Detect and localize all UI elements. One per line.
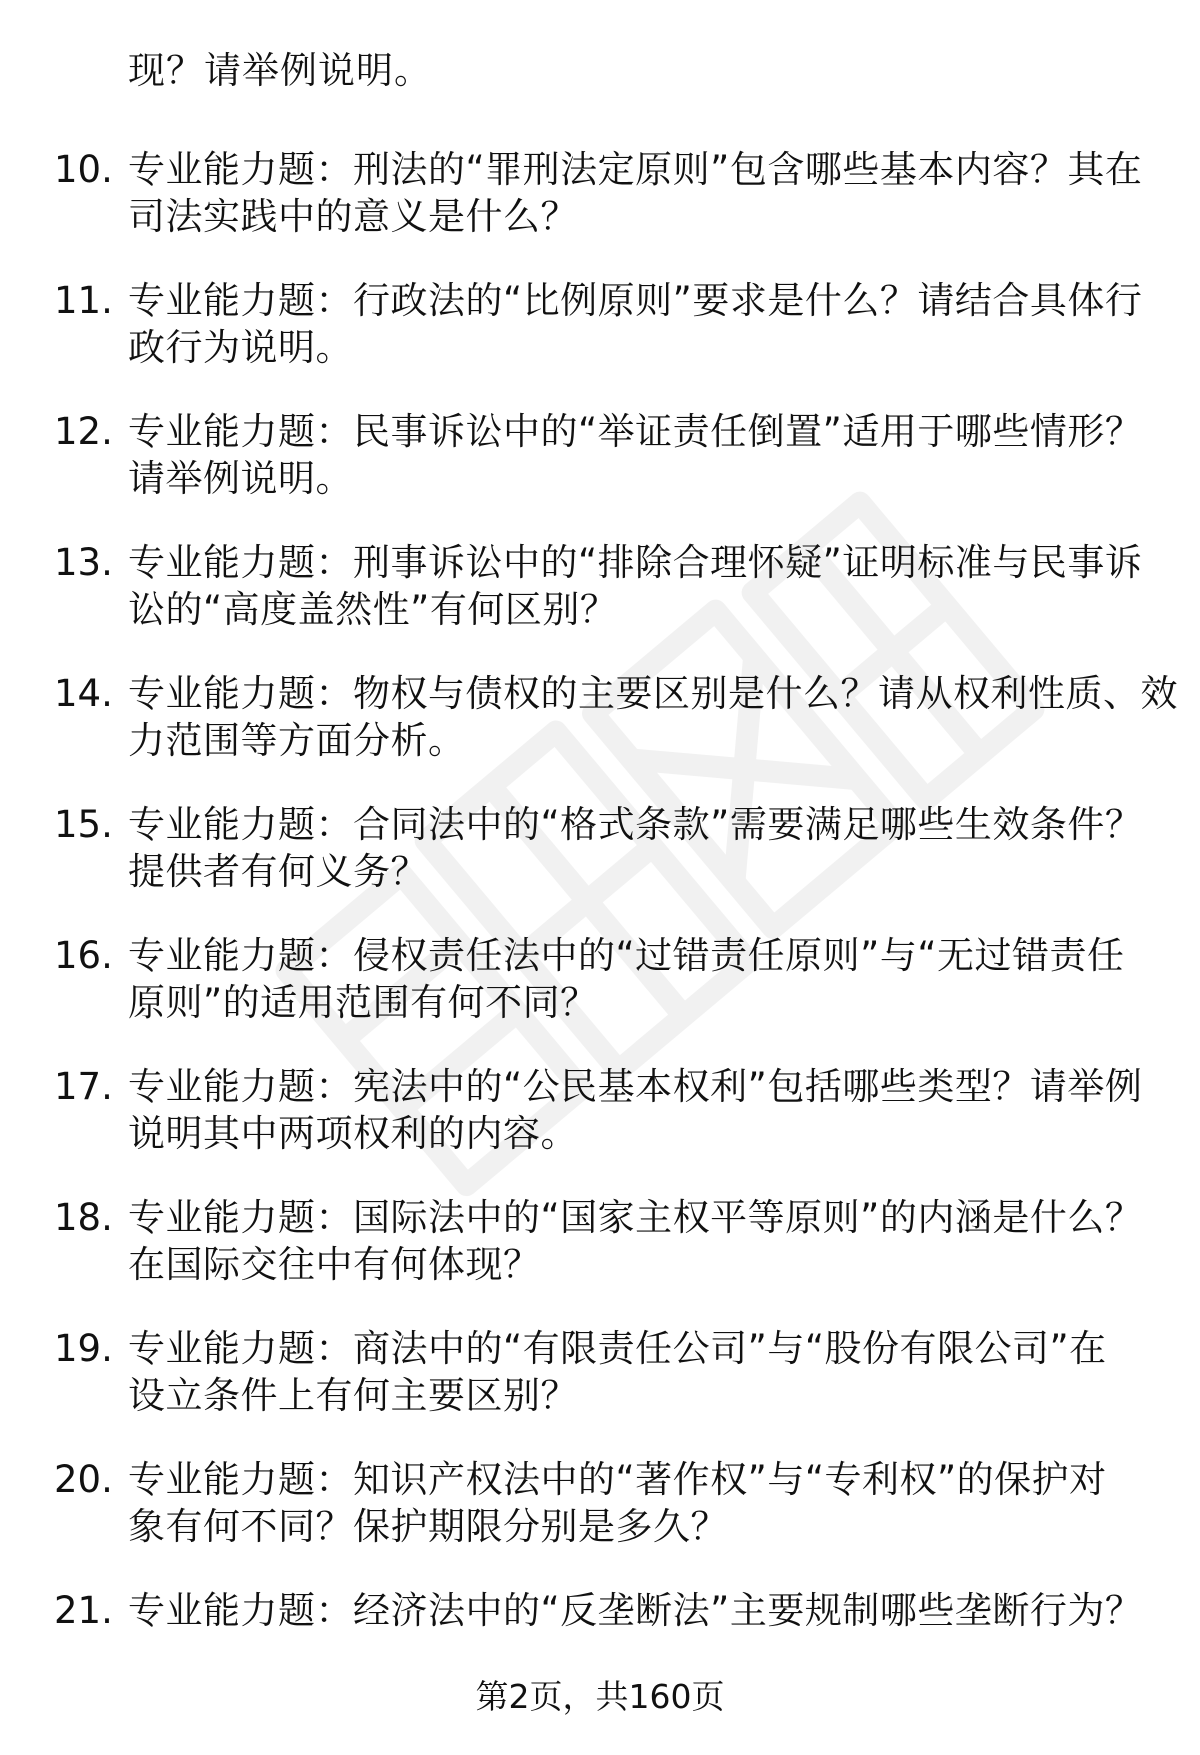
question-number: 18. [54,1196,113,1239]
question-text-line: 设立条件上有何主要区别？ [128,1374,578,1417]
question-text-line: 政行为说明。 [128,326,353,369]
question-number: 15. [54,803,113,846]
question-text-line: 专业能力题：民事诉讼中的“举证责任倒置”适用于哪些情形？ [128,410,1143,453]
question-item [0,1456,1200,1587]
question-item [0,408,1200,539]
question-number: 21. [54,1589,113,1632]
question-item [0,1194,1200,1325]
question-number: 14. [54,672,113,715]
question-number: 10. [54,148,113,191]
question-number: 13. [54,541,113,584]
question-text-line: 专业能力题：行政法的“比例原则”要求是什么？请结合具体行 [128,279,1143,322]
question-item [0,146,1200,277]
question-item [0,539,1200,670]
question-item [0,932,1200,1063]
question-text-line: 专业能力题：刑事诉讼中的“排除合理怀疑”证明标准与民事诉 [128,541,1143,584]
continued-question-text: 现？请举例说明。 [128,49,432,92]
question-number: 16. [54,934,113,977]
question-text-line: 专业能力题：商法中的“有限责任公司”与“股份有限公司”在 [128,1327,1107,1370]
question-number: 19. [54,1327,113,1370]
question-text-line: 提供者有何义务？ [128,850,428,893]
page-footer: 第2页，共160页 [475,1677,725,1716]
question-text-line: 专业能力题：物权与债权的主要区别是什么？请从权利性质、效 [128,672,1178,715]
question-text-line: 说明其中两项权利的内容。 [128,1112,578,1155]
question-text-line: 专业能力题：知识产权法中的“著作权”与“专利权”的保护对 [128,1458,1107,1501]
question-item [0,670,1200,801]
question-list [0,146,1200,1718]
question-number: 20. [54,1458,113,1501]
question-text-line: 专业能力题：经济法中的“反垄断法”主要规制哪些垄断行为？ [128,1589,1143,1632]
question-text-line: 在国际交往中有何体现？ [128,1243,541,1286]
question-text-line: 专业能力题：宪法中的“公民基本权利”包括哪些类型？请举例 [128,1065,1143,1108]
question-number: 17. [54,1065,113,1108]
question-text-line: 象有何不同？保护期限分别是多久？ [128,1505,728,1548]
question-text-line: 司法实践中的意义是什么？ [128,195,578,238]
question-number: 12. [54,410,113,453]
question-text-line: 力范围等方面分析。 [128,719,466,762]
question-text-line: 讼的“高度盖然性”有何区别？ [128,588,618,631]
question-text-line: 请举例说明。 [128,457,353,500]
question-text-line: 专业能力题：刑法的“罪刑法定原则”包含哪些基本内容？其在 [128,148,1143,191]
question-text-line: 原则”的适用范围有何不同？ [128,981,598,1024]
question-item [0,1325,1200,1456]
question-text-line: 专业能力题：侵权责任法中的“过错责任原则”与“无过错责任 [128,934,1125,977]
question-text-line: 专业能力题：合同法中的“格式条款”需要满足哪些生效条件？ [128,803,1143,846]
question-item [0,277,1200,408]
question-item [0,1063,1200,1194]
question-number: 11. [54,279,113,322]
question-text-line: 专业能力题：国际法中的“国家主权平等原则”的内涵是什么？ [128,1196,1143,1239]
question-item [0,801,1200,932]
